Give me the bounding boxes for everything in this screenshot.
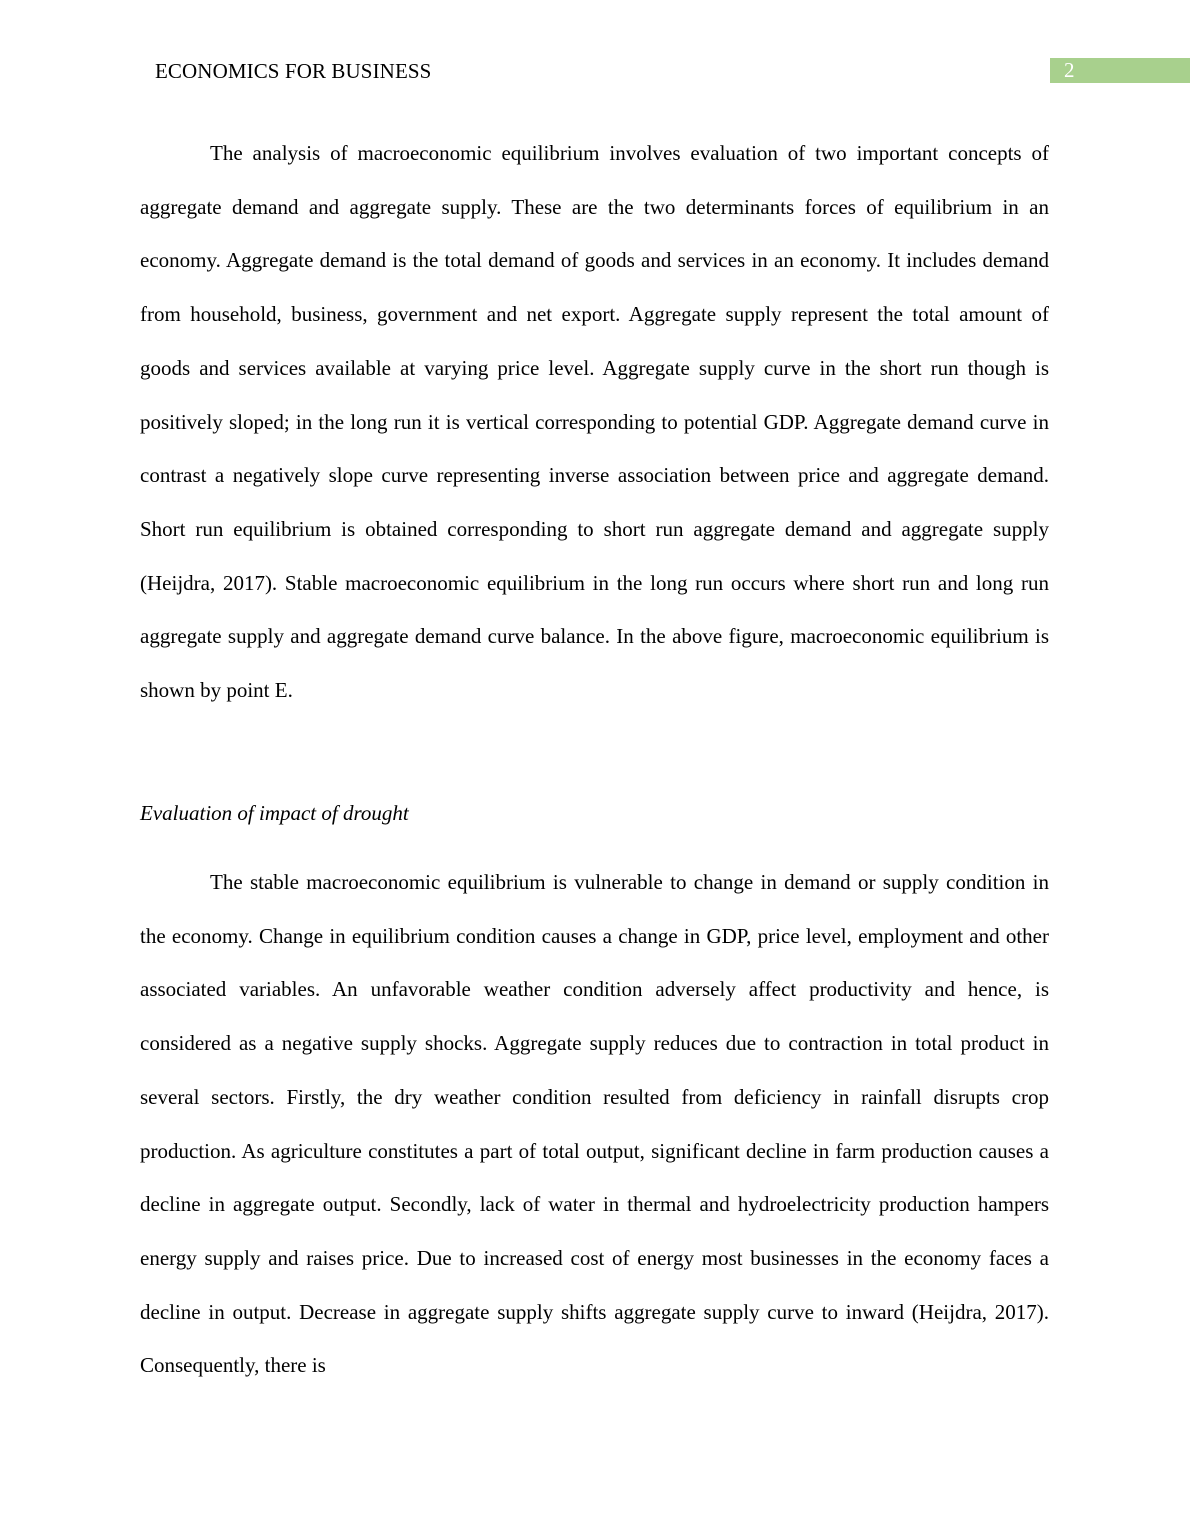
page-number-box xyxy=(1050,58,1190,83)
running-head-title: ECONOMICS FOR BUSINESS xyxy=(155,59,432,83)
body-paragraph-drought: The stable macroeconomic equilibrium is vulnerable to change in demand or supply condition in the economy. Change in equilibrium condition causes a change in GDP, price level, employment and other associated variables. An unfavorable weather condition adversely affect productivity and hence, is considered as a negative supply shocks. Aggregate supply reduces due to contraction in total product in several sectors. Firstly, the dry weather condition resulted from deficiency in rainfall disrupts crop production. As agriculture constitutes a part of total output, significant decline in farm production causes a decline in aggregate output. Secondly, lack of water in thermal and hydroelectricity production hampers energy supply and raises price. Due to increased cost of energy most businesses in the economy faces a decline in output. Decrease in aggregate supply shifts aggregate supply curve to inward (Heijdra, 2017). Consequently, there is xyxy=(140,870,1049,1378)
section-heading-drought: Evaluation of impact of drought xyxy=(140,801,409,825)
page-number: 2 xyxy=(1064,58,1075,82)
body-paragraph-equilibrium: The analysis of macroeconomic equilibrium involves evaluation of two important concepts of aggregate demand and aggregate supply. These are the two determinants forces of equilibrium in an economy. Aggregate demand is the total demand of goods and services in an economy. It includes demand from household, business, government and net export. Aggregate supply represent the total amount of goods and services available at varying price level. Aggregate supply curve in the short run though is positively sloped; in the long run it is vertical corresponding to potential GDP. Aggregate demand curve in contrast a negatively slope curve representing inverse association between price and aggregate demand. Short run equilibrium is obtained corresponding to short run aggregate demand and aggregate supply (Heijdra, 2017). Stable macroeconomic equilibrium in the long run occurs where short run and long run aggregate supply and aggregate demand curve balance. In the above figure, macroeconomic equilibrium is shown by point E. xyxy=(140,141,1049,703)
